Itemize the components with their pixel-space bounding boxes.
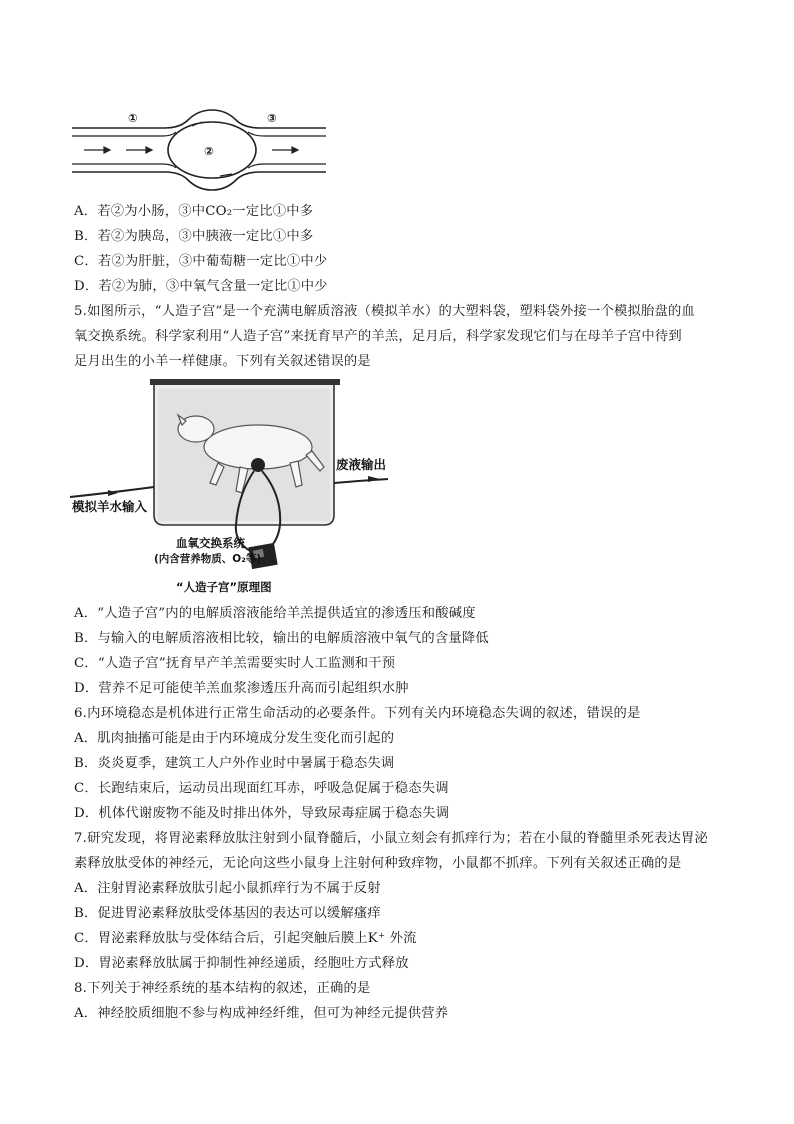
label-1: ① xyxy=(128,111,138,125)
q5-option-b: B．与输入的电解质溶液相比较，输出的电解质溶液中氧气的含量降低 xyxy=(74,631,489,646)
vessel-inner-bottom-r xyxy=(248,164,326,168)
fluid-input-label: 模拟羊水输入 xyxy=(72,499,148,514)
bag-top-bar xyxy=(150,379,340,385)
q8-option-a: A．神经胶质细胞不参与构成神经纤维，但可为神经元提供营养 xyxy=(74,1006,449,1021)
q5-option-d: D．营养不足可能使羊羔血浆渗透压升高而引起组织水肿 xyxy=(74,681,409,696)
q4-option-b: B．若②为胰岛，③中胰液一定比①中多 xyxy=(74,229,314,244)
q4-option-c: C．若②为肝脏，③中葡萄糖一定比①中少 xyxy=(74,254,328,269)
q6-option-b: B．炎炎夏季，建筑工人户外作业时中暑属于稳态失调 xyxy=(74,756,395,771)
q5-stem-line-1: 5.如图所示，“人造子宫”是一个充满电解质溶液（模拟羊水）的大塑料袋，塑料袋外接一个模拟胎盘的血 xyxy=(74,304,695,319)
vessel-bottom-wall xyxy=(72,172,326,190)
q5-stem-line-2: 氧交换系统。科学家利用“人造子宫”来抚育早产的羊羔，足月后，科学家发现它们与在母羊子宫中待到 xyxy=(74,329,682,344)
figure-caption: “人造子宫”原理图 xyxy=(176,580,272,594)
exchange-system-sublabel: (内含营养物质、O₂等) xyxy=(154,553,262,565)
q6-option-c: C．长跑结束后，运动员出现面红耳赤，呼吸急促属于稳态失调 xyxy=(74,781,449,796)
label-3: ③ xyxy=(267,111,277,125)
q6-option-d: D．机体代谢废物不能及时排出体外，导致尿毒症属于稳态失调 xyxy=(74,806,450,821)
q7-option-b: B．促进胃泌素释放肽受体基因的表达可以缓解瘙痒 xyxy=(74,906,381,921)
q4-option-a: A．若②为小肠，③中CO₂一定比①中多 xyxy=(74,204,314,219)
q5-option-a: A．“人造子宫”内的电解质溶液能给羊羔提供适宜的渗透压和酸碱度 xyxy=(74,606,476,621)
vessel-top-wall xyxy=(72,110,326,128)
vessel-inner-bottom xyxy=(72,164,176,168)
flow-arrows xyxy=(84,122,298,176)
q4-option-d: D．若②为肺，③中氧气含量一定比①中少 xyxy=(74,279,328,294)
q7-option-d: D．胃泌素释放肽属于抑制性神经递质，经胞吐方式释放 xyxy=(74,956,409,971)
exchange-system-label: 血氧交换系统 xyxy=(176,536,245,550)
q5-option-c: C．“人造子宫”抚育早产羊羔需要实时人工监测和干预 xyxy=(74,656,396,671)
q7-option-c: C．胃泌素释放肽与受体结合后，引起突触后膜上K⁺ 外流 xyxy=(74,931,417,946)
umbilical-connector xyxy=(251,458,265,472)
q4-organ-diagram xyxy=(70,102,328,197)
q7-stem-line-1: 7.研究发现，将胃泌素释放肽注射到小鼠脊髓后，小鼠立刻会有抓痒行为；若在小鼠的脊髓里杀死表达胃泌 xyxy=(74,831,708,846)
vessel-inner-top xyxy=(72,132,176,136)
q8-stem: 8.下列关于神经系统的基本结构的叙述，正确的是 xyxy=(74,981,371,996)
vessel-inner-top-r xyxy=(248,132,326,136)
label-2: ② xyxy=(204,144,214,158)
q5-stem-line-3: 足月出生的小羊一样健康。下列有关叙述错误的是 xyxy=(74,354,371,369)
waste-output-label: 废液输出 xyxy=(336,457,387,472)
q7-stem-line-2: 素释放肽受体的神经元，无论向这些小鼠身上注射何种致痒物，小鼠都不抓痒。下列有关叙述正确的是 xyxy=(74,856,682,871)
q6-stem: 6.内环境稳态是机体进行正常生命活动的必要条件。下列有关内环境稳态失调的叙述，错误的是 xyxy=(74,706,641,721)
q6-option-a: A．肌肉抽搐可能是由于内环境成分发生变化而引起的 xyxy=(74,731,395,746)
q7-option-a: A．注射胃泌素释放肽引起小鼠抓痒行为不属于反射 xyxy=(74,881,381,896)
artificial-womb-diagram xyxy=(68,375,416,597)
